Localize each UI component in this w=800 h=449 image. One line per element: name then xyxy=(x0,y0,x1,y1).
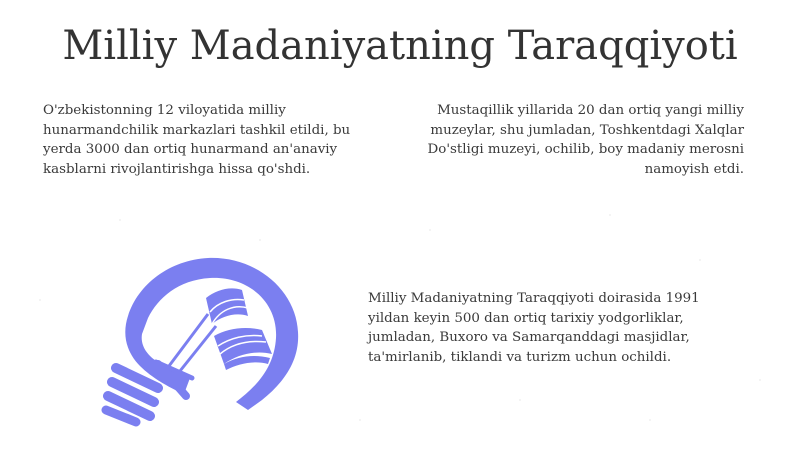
paragraph-museums: Mustaqillik yillarida 20 dan ortiq yangi milliy muzeylar, shu jumladan, Toshkentdagi Xalqlar Do'stligi muzeyi, ochilib, boy madaniy merosni namoyish etdi. xyxy=(427,103,744,177)
paragraph-monuments: Milliy Madaniyatning Taraqqiyoti doirasida 1991 yildan keyin 500 dan ortiq tarixiy yodgorliklar, jumladan, Buxoro va Samarqanddagi masjidlar, ta'mirlanib, tiklandi va turizm uchun ochildi. xyxy=(368,291,700,365)
paragraph-crafts-centers: O'zbekistonning 12 viloyatida milliy hunarmandchilik markazlari tashkil etildi, bu yerda 3000 dan ortiq hunarmand an'anaviy kasblarni rivojlantirishga hissa qo'shdi. xyxy=(43,103,351,177)
lightbulb-book-icon xyxy=(96,250,316,428)
slide-title: Milliy Madaniyatning Taraqqiyoti xyxy=(62,23,738,69)
